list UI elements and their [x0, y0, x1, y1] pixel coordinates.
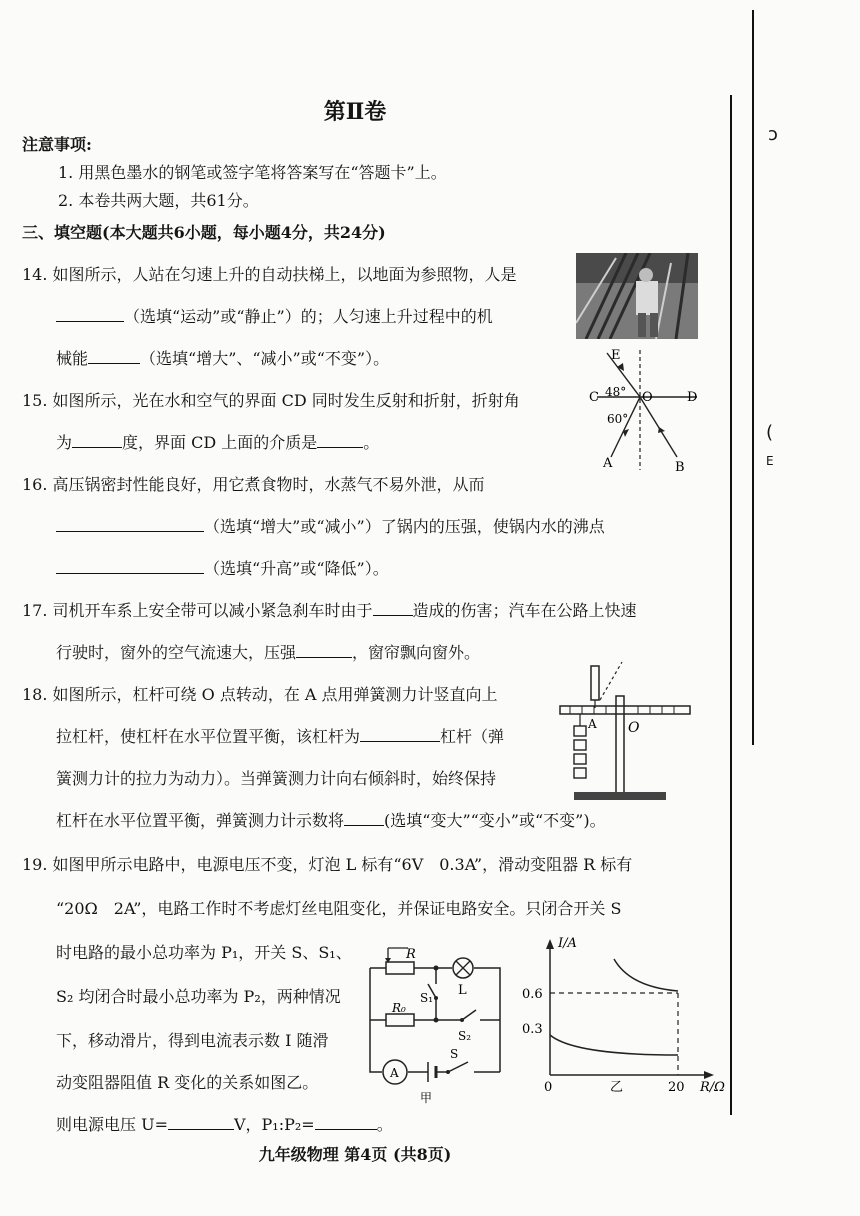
label-a: A — [603, 456, 613, 471]
q14-blank-1[interactable] — [56, 307, 124, 322]
label-b: B — [675, 460, 685, 475]
q19-line4: S₂ 均闭合时最小总功率为 P₂，两种情况 — [56, 987, 341, 1006]
q19-blank-1[interactable] — [168, 1115, 234, 1130]
escalator-photo — [576, 253, 698, 339]
q15-line1: 15. 如图所示，光在水和空气的界面 CD 同时发生反射和折射，折射角 — [22, 391, 520, 410]
notice-heading: 注意事项: — [22, 135, 92, 154]
q17-blank-2[interactable] — [296, 643, 352, 658]
circuit-diagram — [362, 940, 510, 1110]
label-e: E — [611, 348, 621, 363]
tilted-direction — [600, 662, 622, 700]
arrow-oe — [617, 363, 624, 371]
page-footer: 九年级物理 第4页 (共8页) — [258, 1145, 452, 1164]
spring-scale — [591, 666, 599, 700]
current-resistance-graph — [518, 935, 730, 1095]
label-d: D — [687, 390, 698, 405]
q18-line2: 拉杠杆，使杠杆在水平位置平衡，该杠杆为 杠杆（弹 — [56, 727, 505, 746]
q18-line4: 杠杆在水平位置平衡，弹簧测力计示数将 (选填“变大”“变小”或“不变”)。 — [56, 811, 606, 830]
caption-jia: 甲 — [420, 1091, 433, 1105]
label-pivot-o: O — [628, 720, 640, 736]
q16-line1: 16. 高压锅密封性能良好，用它煮食物时，水蒸气不易外泄，从而 — [22, 475, 485, 494]
angle-60: 60° — [607, 412, 629, 426]
q18-line3: 簧测力计的拉力为动力）。当弹簧测力计向右倾斜时，始终保持 — [56, 769, 497, 788]
tick-0-6: 0.6 — [522, 987, 543, 1002]
label-o: O — [642, 390, 653, 405]
section-heading: 三、填空题(本大题共6小题，每小题4分，共24分) — [22, 223, 386, 242]
label-r0: R₀ — [392, 1001, 406, 1015]
ray-ob — [640, 397, 677, 457]
label-c: C — [589, 390, 599, 405]
x-axis-label: R/Ω — [700, 1080, 725, 1095]
notice-item-2: 2. 本卷共两大题，共61分。 — [58, 191, 259, 210]
optics-diagram — [585, 345, 705, 475]
q15-blank-2[interactable] — [317, 433, 363, 448]
q17-blank-1[interactable] — [373, 601, 413, 616]
stand-post — [616, 696, 624, 794]
q14-line1: 14. 如图所示，人站在匀速上升的自动扶梯上，以地面为参照物，人是 — [22, 265, 517, 284]
stand-base — [574, 792, 666, 800]
side-mark-1: ɔ — [768, 124, 778, 145]
label-ammeter: A — [390, 1066, 399, 1080]
q19-blank-2[interactable] — [315, 1115, 377, 1130]
rheostat-r — [386, 962, 414, 974]
q14-line3: 械能 （选填“增大”、“减小”或“不变”）。 — [56, 349, 390, 368]
tick-0-3: 0.3 — [522, 1022, 543, 1037]
angle-48: 48° — [605, 385, 627, 399]
tick-0: 0 — [544, 1080, 553, 1095]
q17-line2: 行驶时，窗外的空气流速大，压强 ，窗帘飘向窗外。 — [56, 643, 481, 662]
page-title: 第Ⅱ卷 — [323, 99, 387, 125]
notice-item-1: 1. 用黑色墨水的钢笔或签字笔将答案写在“答题卡”上。 — [58, 163, 447, 182]
q15-line2: 为 度，界面 CD 上面的介质是 。 — [56, 433, 380, 452]
label-point-a: A — [588, 717, 597, 731]
q19-line2: “20Ω 2A”，电路工作时不考虑灯丝电阻变化，并保证电路安全。只闭合开关 S — [56, 899, 622, 918]
side-mark-2: ( — [766, 422, 774, 443]
q18-blank-1[interactable] — [360, 727, 440, 742]
label-s2: S₂ — [458, 1029, 472, 1043]
q14-blank-2[interactable] — [88, 349, 140, 364]
q16-line2: （选填“增大”或“减小”）了锅内的压强，使锅内水的沸点 — [56, 514, 605, 537]
tick-20: 20 — [668, 1080, 685, 1095]
label-s: S — [450, 1047, 459, 1061]
margin-line-outer — [752, 10, 754, 745]
q18-blank-2[interactable] — [344, 811, 384, 826]
q17-line1: 17. 司机开车系上安全带可以减小紧急刹车时由于 造成的伤害；汽车在公路上快速 — [22, 601, 637, 620]
resistor-r0 — [386, 1014, 414, 1026]
caption-yi: 乙 — [610, 1080, 624, 1095]
q18-line1: 18. 如图所示，杠杆可绕 O 点转动，在 A 点用弹簧测力计竖直向上 — [22, 685, 498, 704]
lever-diagram — [552, 660, 697, 805]
switch-s2 — [462, 1010, 476, 1020]
switch-s — [448, 1062, 468, 1072]
label-s1: S₁ — [420, 991, 434, 1005]
lever-bar — [560, 706, 690, 714]
label-l: L — [458, 983, 467, 998]
q19-line7: 则电源电压 U= V，P₁:P₂= 。 — [56, 1115, 393, 1134]
y-axis-label: I/A — [558, 936, 577, 951]
curve-upper — [614, 959, 678, 991]
hanging-weights — [574, 726, 586, 778]
q16-blank-1[interactable] — [56, 517, 204, 532]
q19-line6: 动变阻器阻值 R 变化的关系如图乙。 — [56, 1073, 319, 1092]
q16-blank-2[interactable] — [56, 559, 204, 574]
q19-line3: 时电路的最小总功率为 P₁，开关 S、S₁、 — [56, 943, 352, 962]
q14-line2: （选填“运动”或“静止”）的；人匀速上升过程中的机 — [56, 304, 493, 327]
margin-line-inner — [730, 95, 732, 1115]
curve-lower — [550, 1035, 678, 1055]
q15-blank-1[interactable] — [72, 433, 122, 448]
q16-line3: （选填“升高”或“降低”）。 — [56, 556, 389, 579]
q19-line1: 19. 如图甲所示电路中，电源电压不变，灯泡 L 标有“6V 0.3A”，滑动变阻器 R 标有 — [22, 855, 633, 874]
ray-ao — [611, 397, 640, 457]
label-r: R — [406, 947, 416, 962]
side-mark-3: E — [766, 454, 774, 468]
q19-line5: 下，移动滑片，得到电流表示数 I 随滑 — [56, 1031, 329, 1050]
